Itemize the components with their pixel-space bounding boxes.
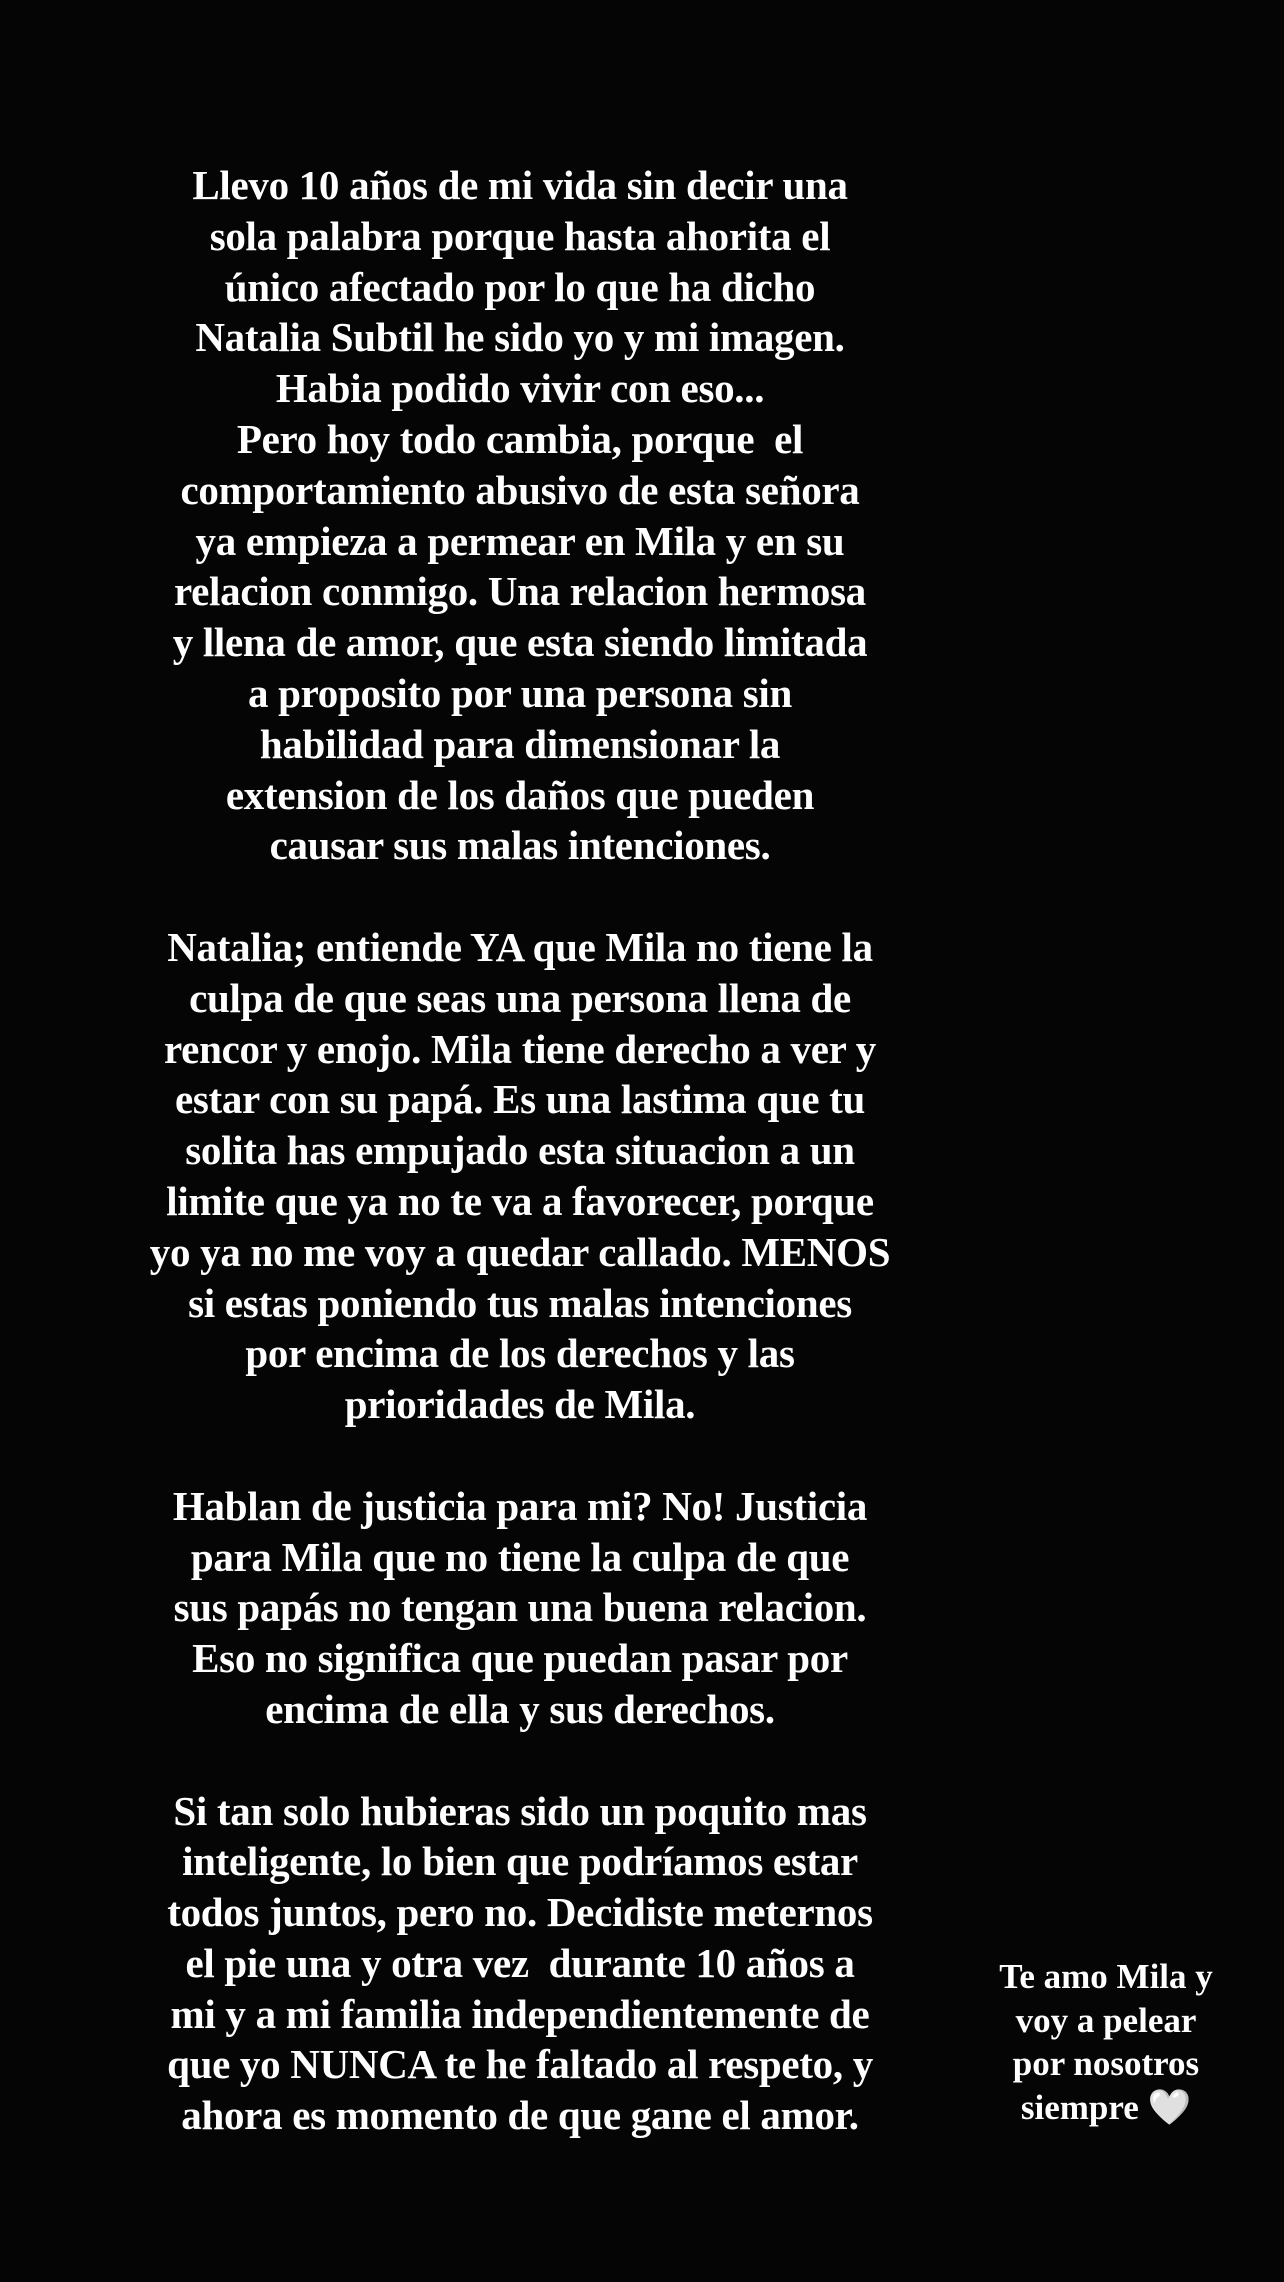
side-text-line [966,1955,1246,1999]
side-text-line [966,1999,1246,2043]
text-line: sola palabra porque hasta ahorita el [209,212,831,259]
white-heart-icon: 🤍 [1147,2087,1192,2127]
text-line: a proposito por una persona sin [248,669,792,716]
text-line: Habia podido vivir con eso... [275,365,765,412]
text-line: extension de los daños que pueden [225,771,815,818]
text-line: culpa de que seas una persona llena de [189,974,851,1021]
paragraph-break [40,871,1000,922]
text-line: Natalia Subtil he sido yo y mi imagen. [195,314,845,361]
text-line: Si tan solo hubieras sido un poquito mas [173,1787,867,1834]
text-line: estar con su papá. Es una lastima que tu [174,1076,866,1123]
side-text-line [966,2042,1246,2086]
text-line: comportamiento abusivo de esta señora [180,466,860,513]
story-main-text [40,160,1000,2141]
text-line: Llevo 10 años de mi vida sin decir una [192,162,848,208]
text-line: ahora es momento de que gane el amor. [181,2092,859,2139]
text-line: causar sus malas intenciones. [269,822,771,869]
side-text-line-label: por nosotros [1012,2044,1200,2084]
text-line: encima de ella y sus derechos. [265,1685,775,1732]
story-side-text [966,1955,1246,2129]
text-line: y llena de amor, que esta siendo limitada [172,619,868,666]
text-line: que yo NUNCA te he faltado al respeto, y [167,2041,873,2088]
text-line: mi y a mi familia independientemente de [170,1990,870,2037]
text-line: Eso no significa que puedan pasar por [192,1635,848,1682]
paragraph-break [40,1430,1000,1481]
side-text-line [966,2086,1246,2130]
text-line: único afectado por lo que ha dicho [224,263,816,310]
text-line: relacion conmigo. Una relacion hermosa [174,568,866,615]
text-line: por encima de los derechos y las [245,1330,795,1377]
text-line: sus papás no tengan una buena relacion. [173,1584,867,1631]
text-line: habilidad para dimensionar la [259,720,781,767]
text-line: yo ya no me voy a quedar callado. MENOS [149,1228,891,1275]
text-line: Pero hoy todo cambia, porque el [236,415,804,462]
text-line: limite que ya no te va a favorecer, porque [166,1177,874,1224]
text-line: si estas poniendo tus malas intenciones [188,1279,852,1326]
side-text-line-label: siempre [1020,2087,1139,2127]
side-text-line-label: Te amo Mila y [999,1957,1213,1996]
text-line: Hablan de justicia para mi? No! Justicia [172,1482,868,1529]
text-line: prioridades de Mila. [344,1381,696,1428]
text-line: ya empieza a permear en Mila y en su [195,517,845,564]
text-line: Natalia; entiende YA que Mila no tiene la [167,923,873,970]
text-line: rencor y enojo. Mila tiene derecho a ver y [164,1025,876,1072]
paragraph-break [40,1735,1000,1786]
text-line: para Mila que no tiene la culpa de que [190,1533,850,1580]
text-line: el pie una y otra vez durante 10 años a [185,1939,855,1986]
text-line: todos juntos, pero no. Decidiste meternos [167,1889,873,1936]
text-line: solita has empujado esta situacion a un [185,1127,855,1174]
side-text-line-label: voy a pelear [1015,2000,1197,2040]
text-line: inteligente, lo bien que podríamos estar [182,1838,858,1885]
